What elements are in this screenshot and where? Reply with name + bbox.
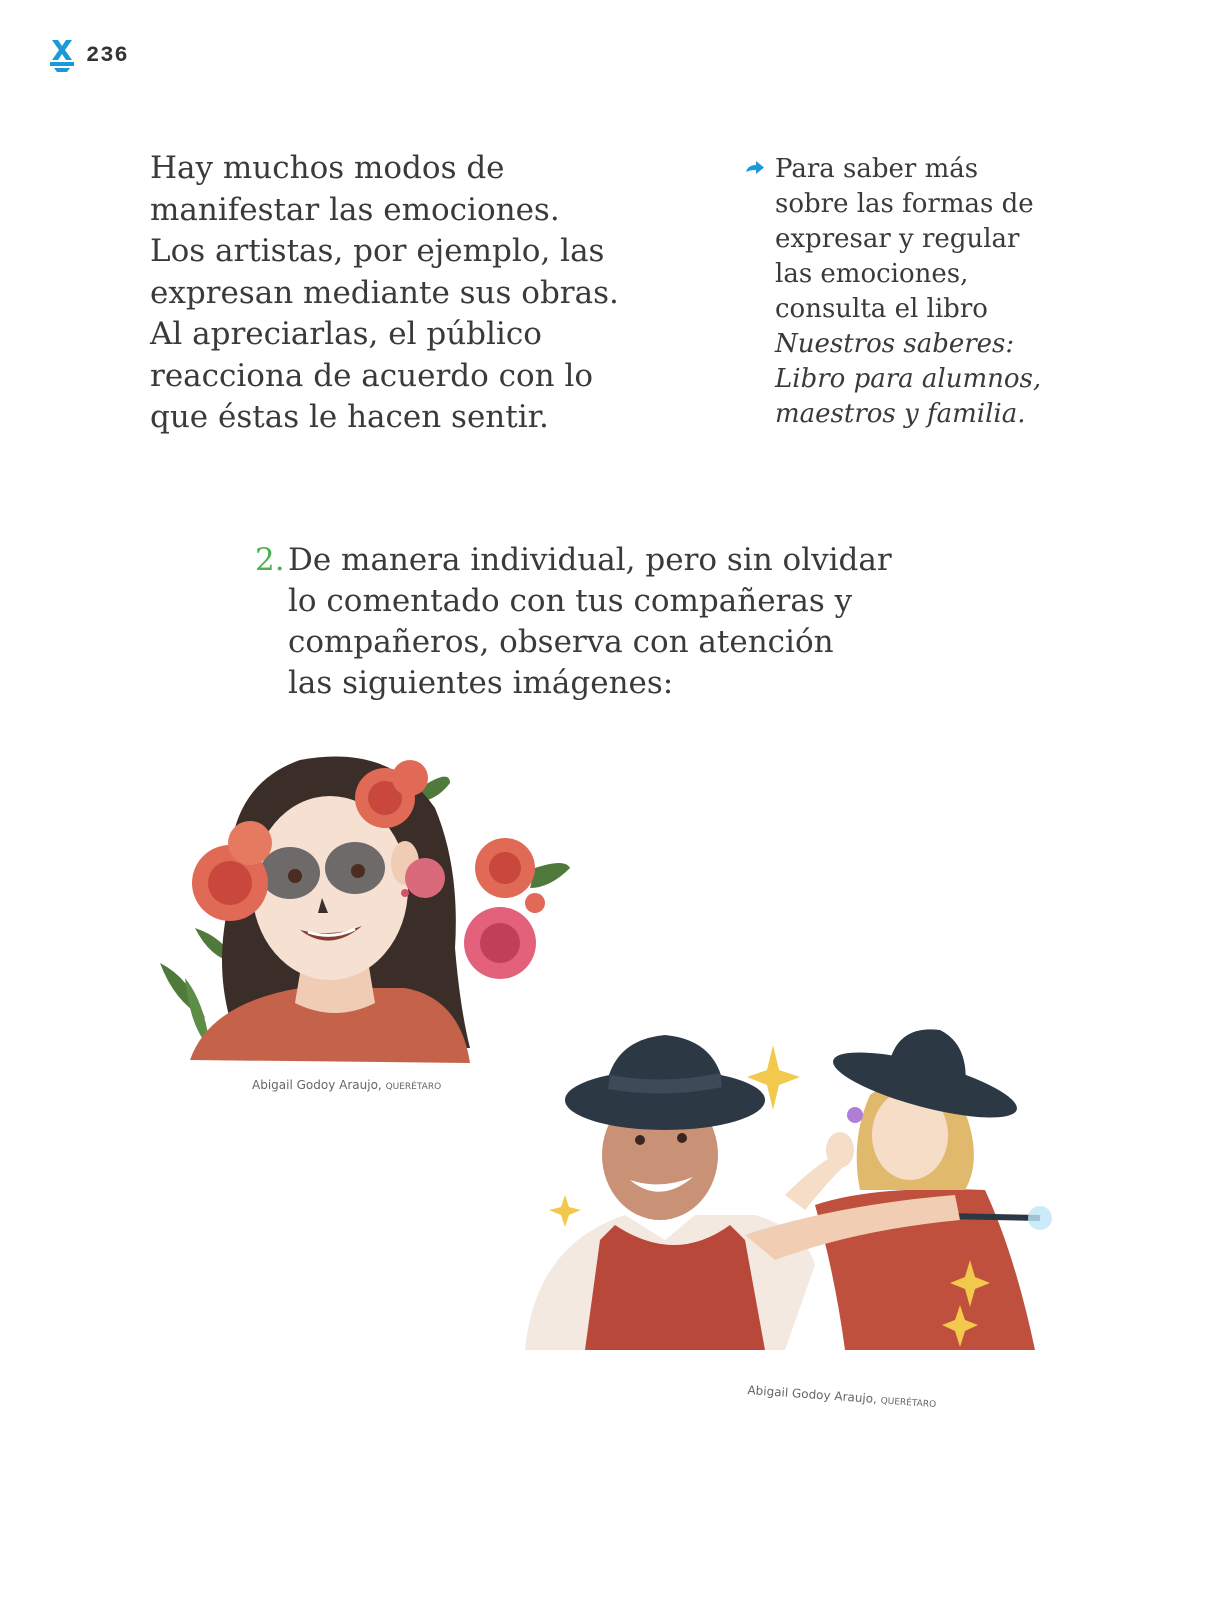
arrow-right-icon <box>745 160 765 176</box>
page-number: 236 <box>86 42 129 68</box>
activity-number: 2. <box>255 542 285 578</box>
intro-line: manifestar las emociones. <box>150 191 560 228</box>
sidebar-line: sobre las formas de <box>775 189 1034 219</box>
activity-line: De manera individual, pero sin olvidar <box>288 542 892 578</box>
intro-line: expresan mediante sus obras. <box>150 274 619 311</box>
sidebar-line: Para saber más <box>775 154 979 184</box>
page-header <box>48 38 129 72</box>
image-credit <box>252 1078 441 1092</box>
intro-paragraph <box>150 148 620 439</box>
activity-line: compañeros, observa con atención <box>288 624 834 660</box>
intro-line: Los artistas, por ejemplo, las <box>150 233 605 269</box>
sidebar-line: expresar y regular <box>775 224 1020 254</box>
credit-region: QUERÉTARO <box>880 1396 937 1411</box>
book-title-line: maestros y familia. <box>775 399 1026 429</box>
credit-name: Abigail Godoy Araujo, <box>252 1078 382 1092</box>
activity-item <box>255 540 895 704</box>
intro-line: que éstas le hacen sentir. <box>150 399 549 435</box>
image-credit <box>747 1383 937 1410</box>
sidebar-note <box>745 152 1045 432</box>
sidebar-line: las emociones, <box>775 259 969 289</box>
intro-line: reacciona de acuerdo con lo <box>150 357 594 394</box>
credit-region: QUERÉTARO <box>385 1082 442 1092</box>
magicians-illustration <box>515 1015 1075 1370</box>
activity-line: las siguientes imágenes: <box>288 665 674 701</box>
credit-name: Abigail Godoy Araujo, <box>747 1383 878 1407</box>
intro-line: Al apreciarlas, el público <box>150 316 542 352</box>
intro-line: Hay muchos modos de <box>150 150 505 186</box>
book-title-line: Libro para alumnos, <box>775 364 1042 394</box>
activity-line: lo comentado con tus compañeras y <box>288 583 853 619</box>
book-title-line: Nuestros saberes: <box>775 329 1015 359</box>
sidebar-line: consulta el libro <box>775 294 988 324</box>
sep-logo-icon <box>48 38 76 72</box>
